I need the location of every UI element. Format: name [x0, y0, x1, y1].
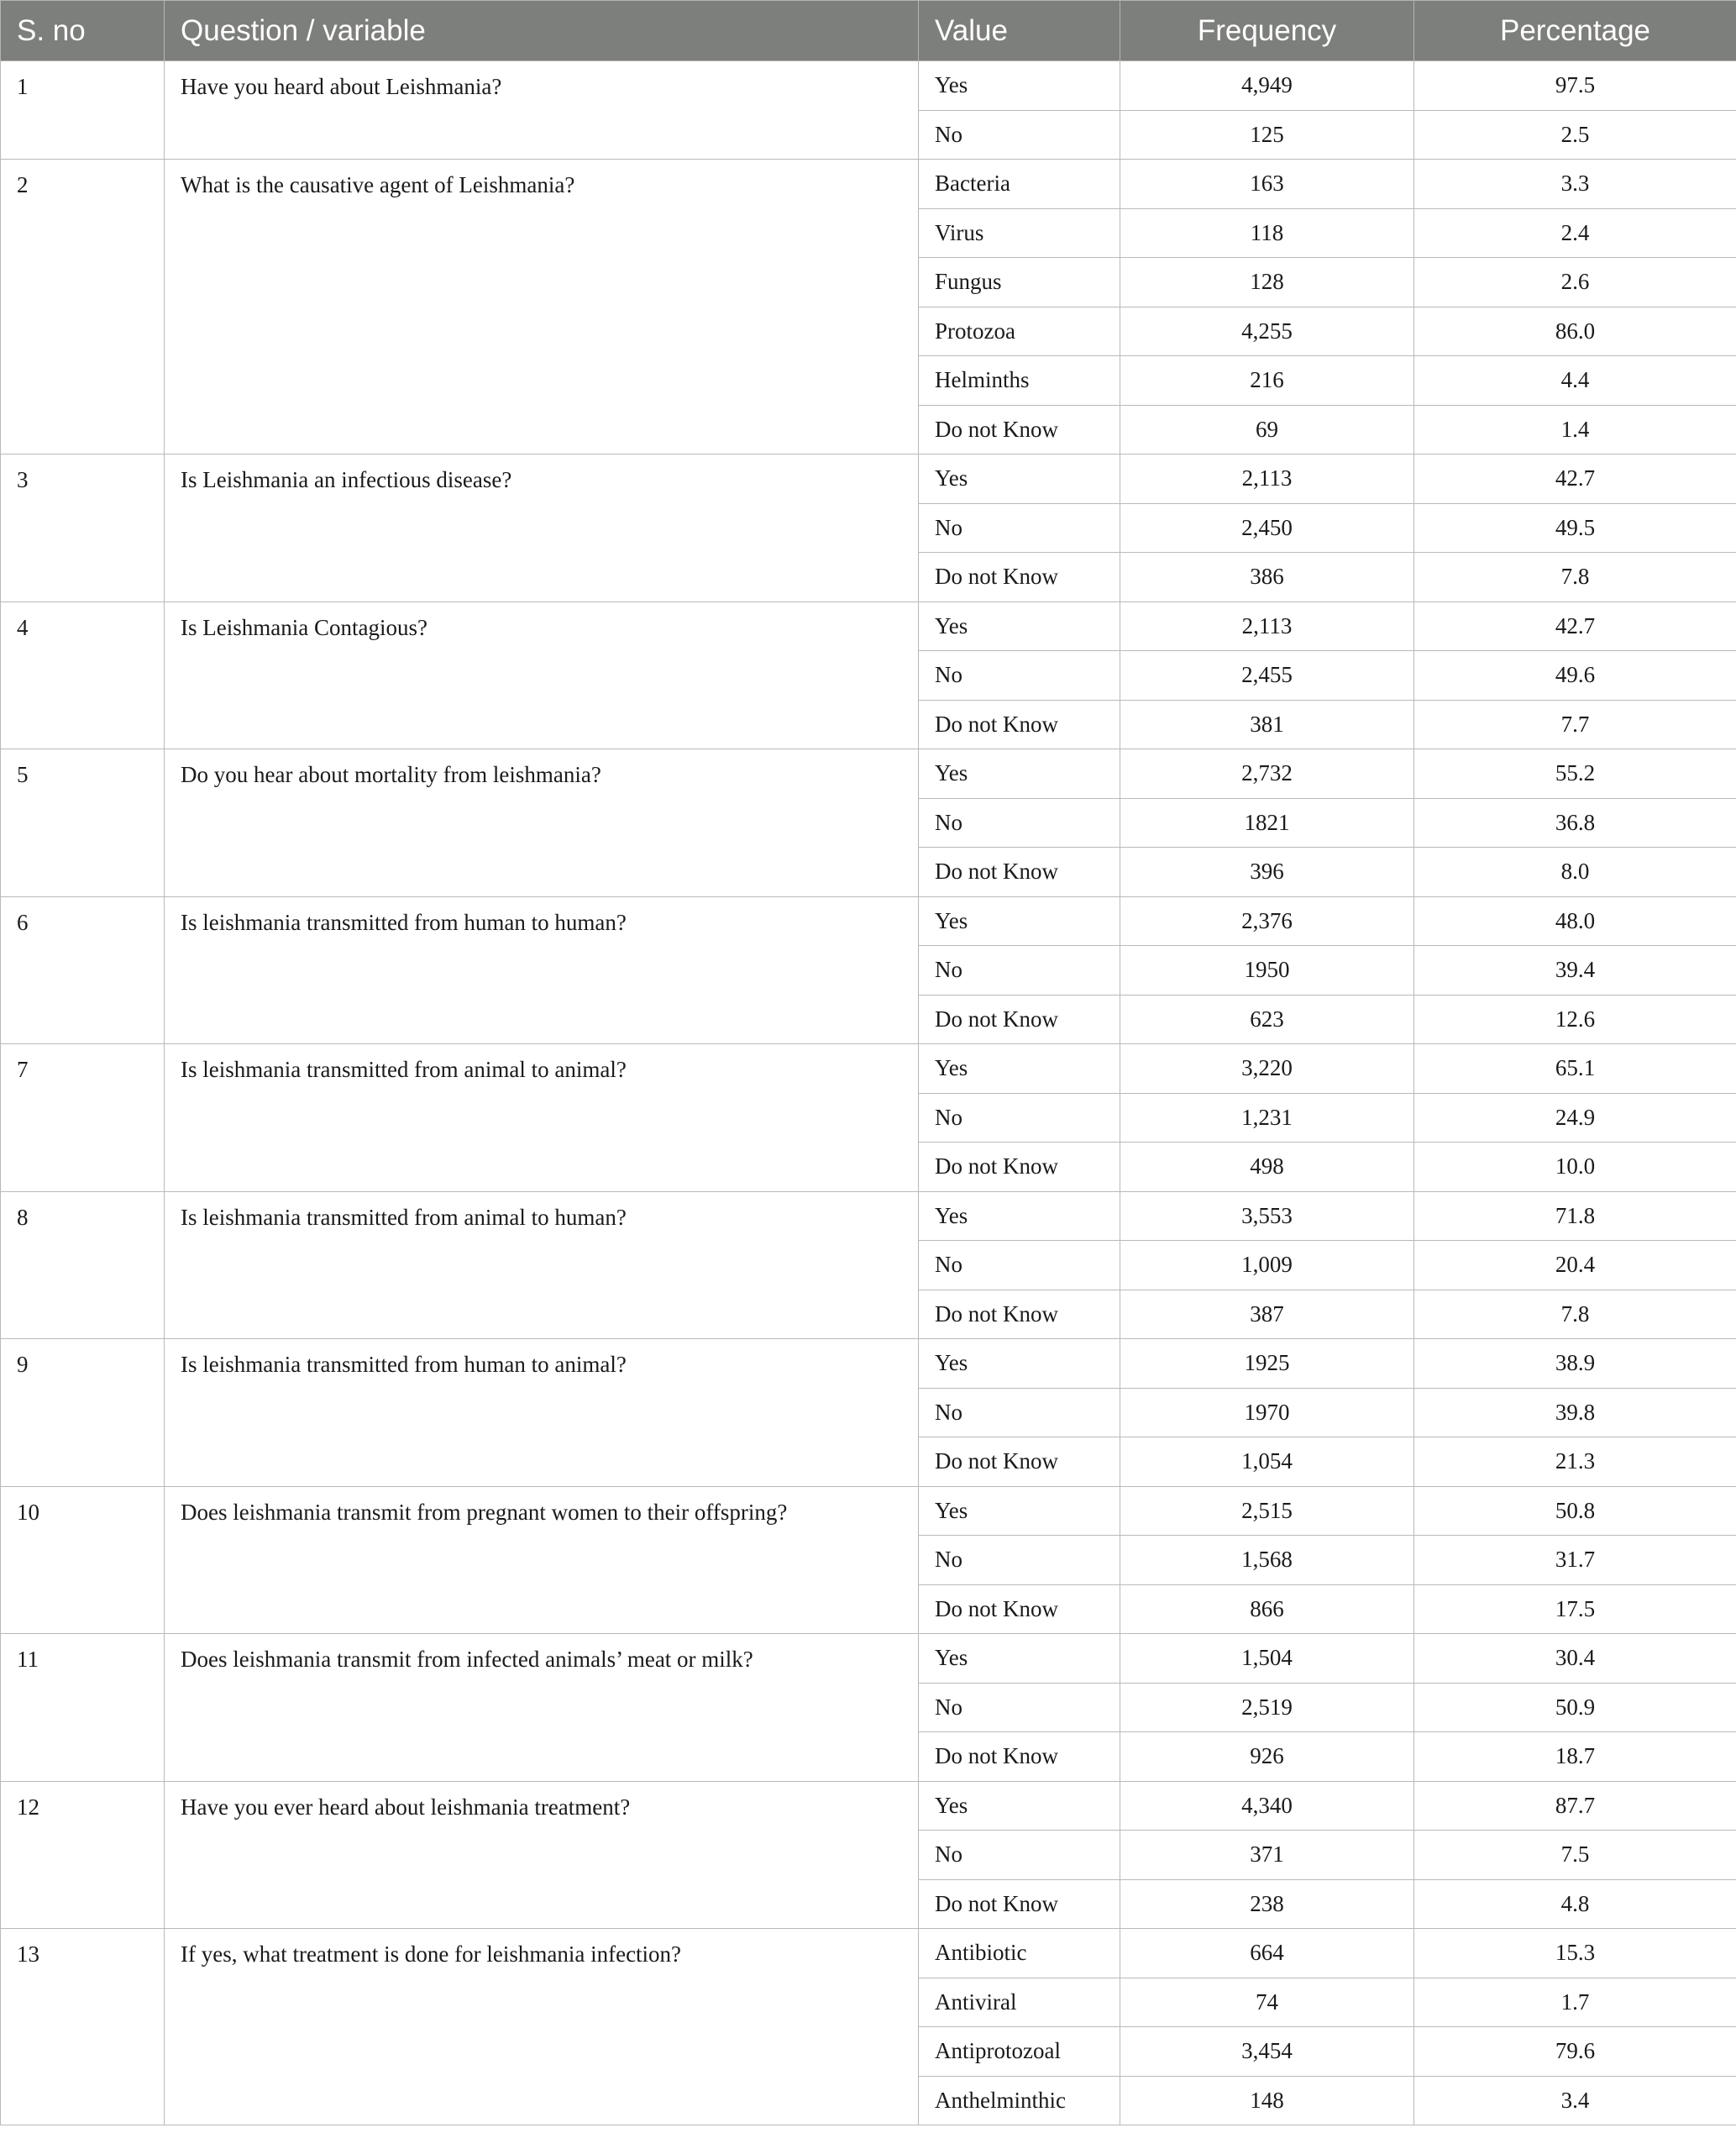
frequency-cell: 148 — [1120, 2076, 1414, 2125]
header-percentage: Percentage — [1414, 1, 1736, 61]
percentage-cell: 10.0 — [1414, 1143, 1736, 1192]
frequency-cell: 2,113 — [1120, 602, 1414, 651]
value-cell: Virus — [919, 208, 1120, 258]
frequency-cell: 2,519 — [1120, 1683, 1414, 1732]
percentage-cell: 18.7 — [1414, 1732, 1736, 1782]
value-cell: Do not Know — [919, 1143, 1120, 1192]
table-row — [1, 1781, 1736, 1831]
frequency-cell: 1,504 — [1120, 1634, 1414, 1684]
question-cell: Have you ever heard about leishmania treatment? — [165, 1781, 919, 1929]
percentage-cell: 17.5 — [1414, 1584, 1736, 1634]
value-cell: Anthelminthic — [919, 2076, 1120, 2125]
table-row — [1, 1339, 1736, 1389]
header-frequency: Frequency — [1120, 1, 1414, 61]
frequency-cell: 866 — [1120, 1584, 1414, 1634]
percentage-cell: 38.9 — [1414, 1339, 1736, 1389]
frequency-cell: 74 — [1120, 1978, 1414, 2027]
table-row — [1, 1929, 1736, 1978]
value-cell: Do not Know — [919, 700, 1120, 749]
value-cell: No — [919, 110, 1120, 160]
value-cell: Do not Know — [919, 1437, 1120, 1487]
sno-cell: 4 — [1, 602, 165, 749]
frequency-cell: 3,454 — [1120, 2027, 1414, 2077]
table-body — [1, 61, 1736, 2125]
percentage-cell: 4.8 — [1414, 1879, 1736, 1929]
value-cell: No — [919, 798, 1120, 848]
value-cell: Yes — [919, 1339, 1120, 1389]
percentage-cell: 2.6 — [1414, 258, 1736, 307]
question-cell: Is leishmania transmitted from human to human? — [165, 896, 919, 1044]
value-cell: Do not Know — [919, 1879, 1120, 1929]
percentage-cell: 86.0 — [1414, 307, 1736, 356]
frequency-cell: 3,553 — [1120, 1191, 1414, 1241]
frequency-cell: 1,231 — [1120, 1093, 1414, 1143]
question-cell: Is Leishmania an infectious disease? — [165, 454, 919, 602]
value-cell: No — [919, 946, 1120, 996]
value-cell: Yes — [919, 454, 1120, 504]
frequency-cell: 4,255 — [1120, 307, 1414, 356]
value-cell: Yes — [919, 1781, 1120, 1831]
sno-cell: 2 — [1, 160, 165, 454]
value-cell: No — [919, 1683, 1120, 1732]
percentage-cell: 4.4 — [1414, 356, 1736, 406]
value-cell: Yes — [919, 1634, 1120, 1684]
percentage-cell: 79.6 — [1414, 2027, 1736, 2077]
question-cell: Is leishmania transmitted from animal to animal? — [165, 1044, 919, 1192]
table-row — [1, 1044, 1736, 1094]
percentage-cell: 39.8 — [1414, 1388, 1736, 1437]
value-cell: Do not Know — [919, 1290, 1120, 1339]
percentage-cell: 21.3 — [1414, 1437, 1736, 1487]
frequency-cell: 2,455 — [1120, 651, 1414, 701]
value-cell: Do not Know — [919, 553, 1120, 602]
percentage-cell: 1.4 — [1414, 405, 1736, 454]
frequency-cell: 387 — [1120, 1290, 1414, 1339]
value-cell: Do not Know — [919, 995, 1120, 1044]
table-row — [1, 160, 1736, 209]
frequency-cell: 1,009 — [1120, 1241, 1414, 1290]
frequency-cell: 125 — [1120, 110, 1414, 160]
frequency-cell: 623 — [1120, 995, 1414, 1044]
table-row — [1, 1634, 1736, 1684]
question-cell: What is the causative agent of Leishmania? — [165, 160, 919, 454]
percentage-cell: 50.8 — [1414, 1486, 1736, 1536]
frequency-cell: 69 — [1120, 405, 1414, 454]
frequency-cell: 371 — [1120, 1831, 1414, 1880]
value-cell: No — [919, 651, 1120, 701]
frequency-cell: 163 — [1120, 160, 1414, 209]
value-cell: Yes — [919, 1486, 1120, 1536]
frequency-cell: 664 — [1120, 1929, 1414, 1978]
percentage-cell: 87.7 — [1414, 1781, 1736, 1831]
value-cell: No — [919, 503, 1120, 553]
sno-cell: 7 — [1, 1044, 165, 1192]
table-header — [1, 1, 1736, 61]
percentage-cell: 49.5 — [1414, 503, 1736, 553]
frequency-cell: 3,220 — [1120, 1044, 1414, 1094]
frequency-cell: 1950 — [1120, 946, 1414, 996]
value-cell: No — [919, 1241, 1120, 1290]
value-cell: No — [919, 1536, 1120, 1585]
frequency-cell: 1,568 — [1120, 1536, 1414, 1585]
percentage-cell: 49.6 — [1414, 651, 1736, 701]
value-cell: Antiprotozoal — [919, 2027, 1120, 2077]
value-cell: Yes — [919, 1044, 1120, 1094]
value-cell: Yes — [919, 1191, 1120, 1241]
question-cell: Have you heard about Leishmania? — [165, 61, 919, 160]
percentage-cell: 39.4 — [1414, 946, 1736, 996]
value-cell: Bacteria — [919, 160, 1120, 209]
value-cell: Yes — [919, 602, 1120, 651]
frequency-cell: 2,450 — [1120, 503, 1414, 553]
question-cell: Is leishmania transmitted from human to animal? — [165, 1339, 919, 1487]
header-row — [1, 1, 1736, 61]
percentage-cell: 7.8 — [1414, 1290, 1736, 1339]
percentage-cell: 2.5 — [1414, 110, 1736, 160]
value-cell: Yes — [919, 61, 1120, 111]
value-cell: Helminths — [919, 356, 1120, 406]
percentage-cell: 65.1 — [1414, 1044, 1736, 1094]
percentage-cell: 2.4 — [1414, 208, 1736, 258]
frequency-cell: 926 — [1120, 1732, 1414, 1782]
percentage-cell: 30.4 — [1414, 1634, 1736, 1684]
frequency-cell: 1821 — [1120, 798, 1414, 848]
table-row — [1, 454, 1736, 504]
sno-cell: 13 — [1, 1929, 165, 2125]
frequency-cell: 1925 — [1120, 1339, 1414, 1389]
percentage-cell: 42.7 — [1414, 454, 1736, 504]
question-cell: Does leishmania transmit from infected animals’ meat or milk? — [165, 1634, 919, 1782]
header-sno: S. no — [1, 1, 165, 61]
frequency-cell: 4,340 — [1120, 1781, 1414, 1831]
value-cell: Antiviral — [919, 1978, 1120, 2027]
sno-cell: 12 — [1, 1781, 165, 1929]
percentage-cell: 8.0 — [1414, 848, 1736, 897]
percentage-cell: 3.4 — [1414, 2076, 1736, 2125]
frequency-cell: 216 — [1120, 356, 1414, 406]
value-cell: Yes — [919, 749, 1120, 799]
header-value: Value — [919, 1, 1120, 61]
value-cell: Protozoa — [919, 307, 1120, 356]
frequency-cell: 118 — [1120, 208, 1414, 258]
sno-cell: 9 — [1, 1339, 165, 1487]
sno-cell: 1 — [1, 61, 165, 160]
frequency-cell: 1970 — [1120, 1388, 1414, 1437]
question-cell: Does leishmania transmit from pregnant women to their offspring? — [165, 1486, 919, 1634]
sno-cell: 10 — [1, 1486, 165, 1634]
percentage-cell: 36.8 — [1414, 798, 1736, 848]
value-cell: No — [919, 1093, 1120, 1143]
percentage-cell: 31.7 — [1414, 1536, 1736, 1585]
table-row — [1, 896, 1736, 946]
percentage-cell: 7.8 — [1414, 553, 1736, 602]
table-row — [1, 1486, 1736, 1536]
sno-cell: 5 — [1, 749, 165, 897]
percentage-cell: 3.3 — [1414, 160, 1736, 209]
value-cell: Yes — [919, 896, 1120, 946]
question-cell: Is leishmania transmitted from animal to human? — [165, 1191, 919, 1339]
percentage-cell: 71.8 — [1414, 1191, 1736, 1241]
frequency-cell: 2,515 — [1120, 1486, 1414, 1536]
percentage-cell: 55.2 — [1414, 749, 1736, 799]
percentage-cell: 12.6 — [1414, 995, 1736, 1044]
value-cell: Do not Know — [919, 1584, 1120, 1634]
value-cell: Do not Know — [919, 405, 1120, 454]
percentage-cell: 97.5 — [1414, 61, 1736, 111]
question-cell: If yes, what treatment is done for leishmania infection? — [165, 1929, 919, 2125]
percentage-cell: 42.7 — [1414, 602, 1736, 651]
frequency-cell: 2,376 — [1120, 896, 1414, 946]
percentage-cell: 20.4 — [1414, 1241, 1736, 1290]
sno-cell: 11 — [1, 1634, 165, 1782]
value-cell: Do not Know — [919, 848, 1120, 897]
value-cell: Do not Know — [919, 1732, 1120, 1782]
value-cell: No — [919, 1831, 1120, 1880]
percentage-cell: 7.5 — [1414, 1831, 1736, 1880]
frequency-cell: 1,054 — [1120, 1437, 1414, 1487]
value-cell: Fungus — [919, 258, 1120, 307]
table-row — [1, 61, 1736, 111]
frequency-cell: 128 — [1120, 258, 1414, 307]
frequency-cell: 396 — [1120, 848, 1414, 897]
percentage-cell: 48.0 — [1414, 896, 1736, 946]
sno-cell: 8 — [1, 1191, 165, 1339]
value-cell: No — [919, 1388, 1120, 1437]
frequency-cell: 381 — [1120, 700, 1414, 749]
question-cell: Is Leishmania Contagious? — [165, 602, 919, 749]
header-question: Question / variable — [165, 1, 919, 61]
table-row — [1, 749, 1736, 799]
frequency-cell: 498 — [1120, 1143, 1414, 1192]
percentage-cell: 15.3 — [1414, 1929, 1736, 1978]
frequency-cell: 2,113 — [1120, 454, 1414, 504]
table-row — [1, 602, 1736, 651]
table-row — [1, 1191, 1736, 1241]
frequency-cell: 386 — [1120, 553, 1414, 602]
frequency-cell: 4,949 — [1120, 61, 1414, 111]
frequency-cell: 238 — [1120, 1879, 1414, 1929]
sno-cell: 6 — [1, 896, 165, 1044]
percentage-cell: 7.7 — [1414, 700, 1736, 749]
percentage-cell: 1.7 — [1414, 1978, 1736, 2027]
question-cell: Do you hear about mortality from leishmania? — [165, 749, 919, 897]
percentage-cell: 24.9 — [1414, 1093, 1736, 1143]
frequency-cell: 2,732 — [1120, 749, 1414, 799]
sno-cell: 3 — [1, 454, 165, 602]
value-cell: Antibiotic — [919, 1929, 1120, 1978]
percentage-cell: 50.9 — [1414, 1683, 1736, 1732]
